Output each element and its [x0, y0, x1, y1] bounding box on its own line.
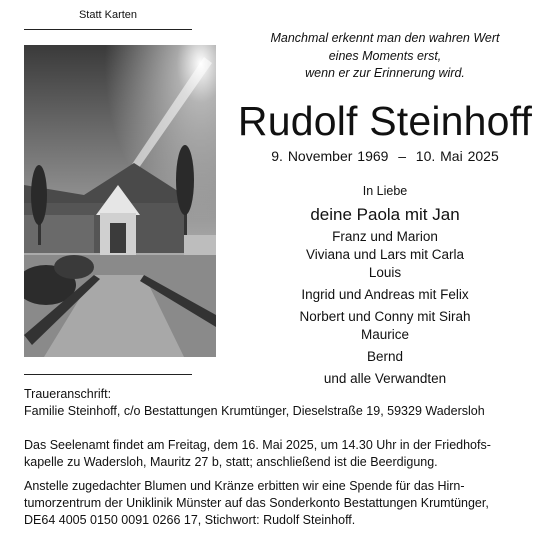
memorial-photo [24, 45, 216, 357]
mourner-line: Norbert und Conny mit Sirah [299, 309, 471, 324]
mourner-line: Viviana und Lars mit Carla [305, 247, 465, 262]
birth-date: 9. November 1969 [271, 148, 389, 164]
memorial-quote [230, 30, 540, 83]
life-dates [230, 148, 540, 164]
mourner-line: Louis [368, 265, 402, 280]
quote-line-3: wenn er zur Erinnerung wird. [305, 66, 465, 80]
death-date: 10. Mai 2025 [415, 148, 499, 164]
donation-line-2: tumorzentrum der Uniklinik Münster auf das Sonderkonto Bestattungen Krumtünger, [24, 496, 489, 510]
address-block [24, 386, 534, 420]
statt-karten-label: Statt Karten [78, 9, 138, 21]
in-liebe-label: In Liebe [362, 184, 408, 198]
mourner-line: und alle Verwandten [323, 371, 447, 386]
donation-block [24, 478, 534, 529]
mourner-line: Franz und Marion [332, 229, 438, 244]
address-text: Familie Steinhoff, c/o Bestattungen Krumtünger, Dieselstraße 19, 59329 Wadersloh [24, 404, 485, 418]
divider-bottom [24, 374, 192, 375]
quote-line-1: Manchmal erkennt man den wahren Wert [270, 31, 500, 45]
divider-top [24, 29, 192, 30]
mourners-list [230, 204, 540, 388]
date-dash: – [398, 148, 407, 164]
seelenamt-block [24, 437, 534, 471]
deceased-name: Rudolf Steinhoff [237, 98, 533, 144]
donation-line-3: DE64 4005 0150 0091 0266 17, Stichwort: Rudolf Steinhoff. [24, 513, 356, 527]
donation-line-1: Anstelle zugedachter Blumen und Kränze erbitten wir eine Spende für das Hirn- [24, 479, 465, 493]
quote-line-2: eines Moments erst, [328, 48, 442, 63]
mourner-line: Bernd [366, 349, 404, 364]
seelenamt-line-2: kapelle zu Wadersloh, Mauritz 27 b, statt; anschließend ist die Beerdigung. [24, 455, 438, 469]
address-label: Traueranschrift: [24, 387, 112, 401]
mourner-line: Ingrid und Andreas mit Felix [301, 287, 469, 302]
seelenamt-line-1: Das Seelenamt findet am Freitag, dem 16. Mai 2025, um 14.30 Uhr in der Friedhofs- [24, 438, 491, 452]
mourner-line: Maurice [360, 327, 409, 342]
mourner-line: deine Paola mit Jan [310, 205, 460, 224]
